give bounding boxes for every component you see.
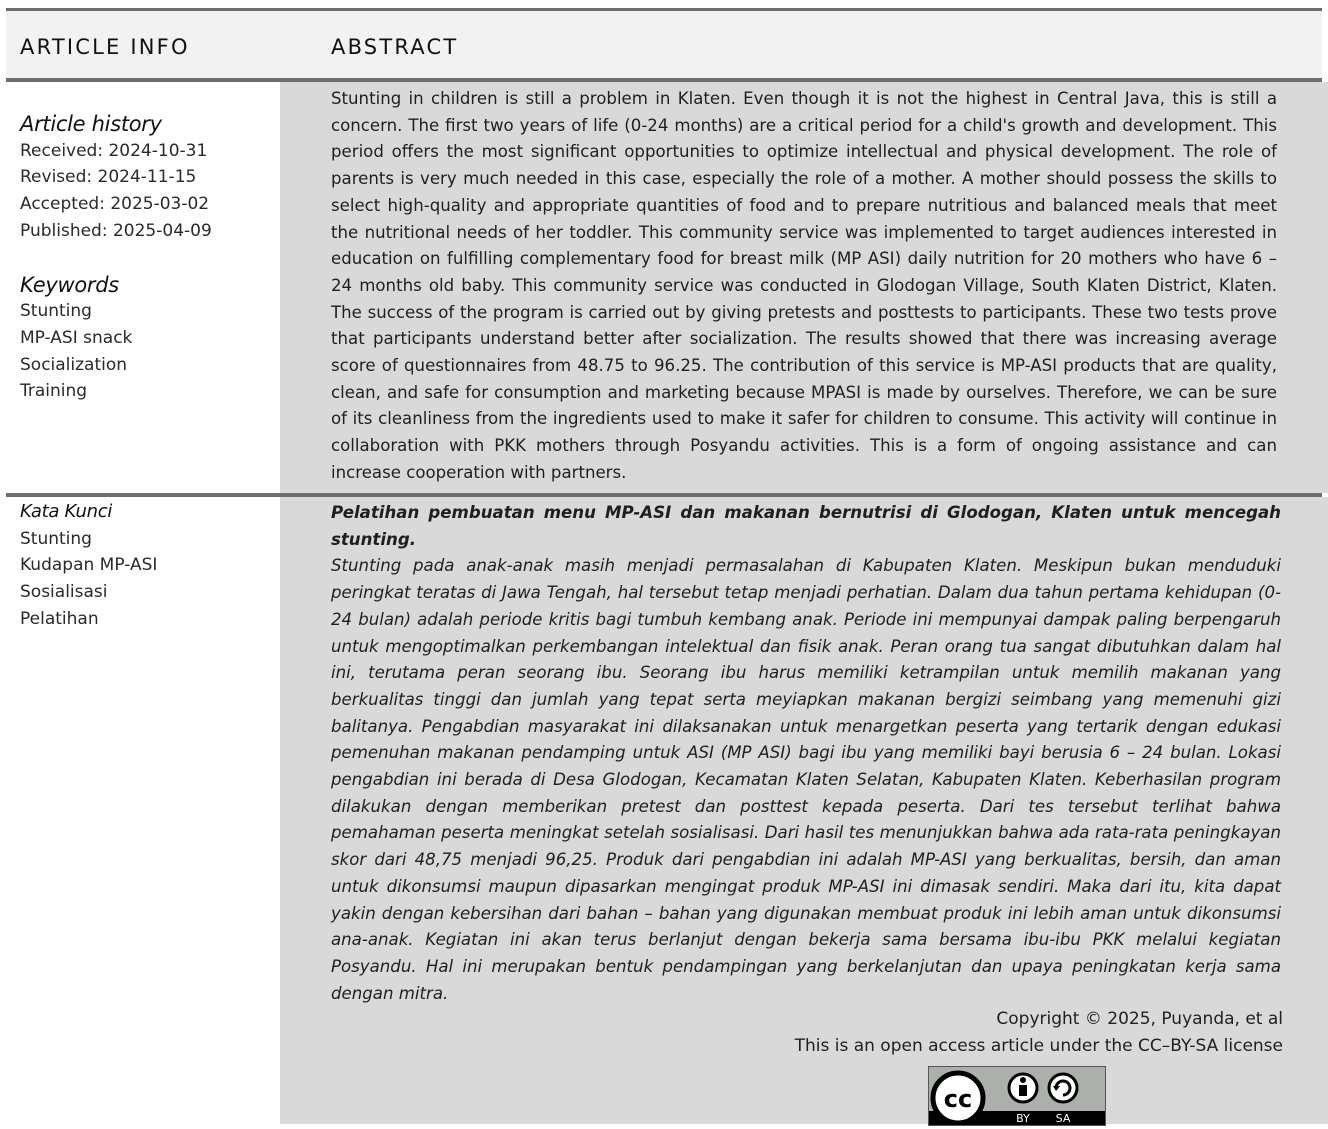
cc-mark: cc	[943, 1085, 973, 1113]
kata-kunci-title: Kata Kunci	[20, 501, 113, 522]
keyword-item: Training	[20, 381, 88, 402]
copyright-line: Copyright © 2025, Puyanda, et al	[996, 1009, 1283, 1029]
keywords-title: Keywords	[20, 272, 119, 297]
accepted-date: Accepted: 2025-03-02	[20, 194, 210, 215]
abstract-indonesian-body: Stunting pada anak-anak masih menjadi permasalahan di Kabupaten Klaten. Meskipun bukan menduduki peringkat teratas di Jawa Tengah, hal tersebut tetap menjadi perhatian. Dalam dua tahun pertama kehidupan (0-24 bulan) adalah periode kritis bagi tumbuh kembang anak. Periode ini mempunyai dampak paling berpengaruh untuk mengoptimalkan perkembangan intelektual dan fisik anak. Peran orang tua sangat dibutuhkan dalam hal ini, terutama peran seorang ibu. Seorang ibu harus memiliki ketrampilan untuk memilih makanan yang berkualitas tinggi dan jumlah yang tepat serta meyiapkan makanan bergizi seimbang yang memenuhi gizi balitanya. Pengabdian masyarakat ini dilaksanakan untuk menargetkan peserta yang tertarik dengan edukasi pemenuhan makanan pendamping untuk ASI (MP ASI) bagi ibu yang memiliki bayi berusia 6 – 24 bulan. Lokasi pengabdian ini berada di Desa Glodogan, Kecamatan Klaten Selatan, Kabupaten Klaten. Keberhasilan program dilakukan dengan memberikan pretest dan posttest kepada peserta. Dari tes tersebut terlihat bahwa pemahaman peserta meningkat setelah sosialisasi. Dari hasil tes menunjukkan bahwa ada rata-rata peningkayan skor dari 48,75 menjadi 96,25. Produk dari pengabdian ini adalah MP-ASI yang berkualitas, bersih, dan aman untuk dikonsumsi maupun dipasarkan mengingat produk MP-ASI ini dimasak sendiri. Maka dari itu, kita dapat yakin dengan kebersihan dari bahan – bahan yang digunakan membuat produk ini lebih aman untuk dikonsumsi ana-anak. Kegiatan ini akan terus berlanjut dengan bekerja sama bersama ibu-ibu PKK melalui kegiatan Posyandu. Hal ini merupakan bentuk pendampingan yang berkelanjutan dan upaya peningkatan kerja sama dengan mitra.	[331, 556, 1281, 1003]
cc-license-icon	[929, 1067, 1105, 1125]
abstract-indonesian	[331, 500, 1281, 1007]
abstract-indonesian-title: Pelatihan pembuatan menu MP-ASI dan makanan bernutrisi di Glodogan, Klaten untuk mencegah stunting.	[331, 503, 1281, 549]
keyword-item: Stunting	[20, 301, 92, 322]
abstract-heading: ABSTRACT	[331, 35, 459, 59]
keyword-item: MP-ASI snack	[20, 327, 133, 348]
cc-by-sa-badge[interactable]	[928, 1066, 1106, 1126]
abstract-english: Stunting in children is still a problem in Klaten. Even though it is not the highest in Central Java, this is still a concern. The first two years of life (0-24 months) are a critical period for a child's growth and development. This period offers the most significant opportunities to optimize intellectual and physical development. The role of parents is very much needed in this case, especially the role of a mother. A mother should possess the skills to select high-quality and appropriate quantities of food and to prepare nutritious and balanced meals that meet the nutritional needs of her toddler. This community service was implemented to target audiences interested in education on fulfilling complementary food for breast milk (MP ASI) daily nutrition for 20 mothers who have 6 – 24 months old baby. This community service was conducted in Glodogan Village, South Klaten District, Klaten. The success of the program is carried out by giving pretests and posttests to participants. These two tests prove that participants understand better after socialization. The results showed that there was increasing average score of questionnaires from 48.75 to 96.25. The contribution of this service is MP-ASI products that are quality, clean, and safe for consumption and marketing because MPASI is made by ourselves. Therefore, we can be sure of its cleanliness from the ingredients used to make it safer for children to consume. This activity will continue in collaboration with PKK mothers through Posyandu activities. This is a form of ongoing assistance and can increase cooperation with partners.	[331, 89, 1277, 482]
license-line: This is an open access article under the CC–BY-SA license	[794, 1036, 1283, 1056]
keyword-item: Socialization	[20, 354, 128, 375]
revised-date: Revised: 2024-11-15	[20, 167, 197, 188]
article-info-heading: ARTICLE INFO	[20, 35, 190, 59]
section-header	[6, 11, 1322, 79]
published-date: Published: 2025-04-09	[20, 220, 212, 241]
kata-kunci-item: Stunting	[20, 528, 92, 549]
by-mark: BY	[1016, 1112, 1030, 1125]
kata-kunci-item: Kudapan MP-ASI	[20, 555, 158, 576]
sa-mark: SA	[1055, 1112, 1071, 1125]
article-info-block	[20, 111, 275, 405]
kata-kunci-block	[20, 499, 275, 633]
received-date: Received: 2024-10-31	[20, 140, 208, 161]
kata-kunci-item: Sosialisasi	[20, 582, 108, 603]
article-history-title: Article history	[20, 112, 162, 136]
copyright-notice	[795, 1006, 1283, 1060]
kata-kunci-item: Pelatihan	[20, 608, 99, 629]
